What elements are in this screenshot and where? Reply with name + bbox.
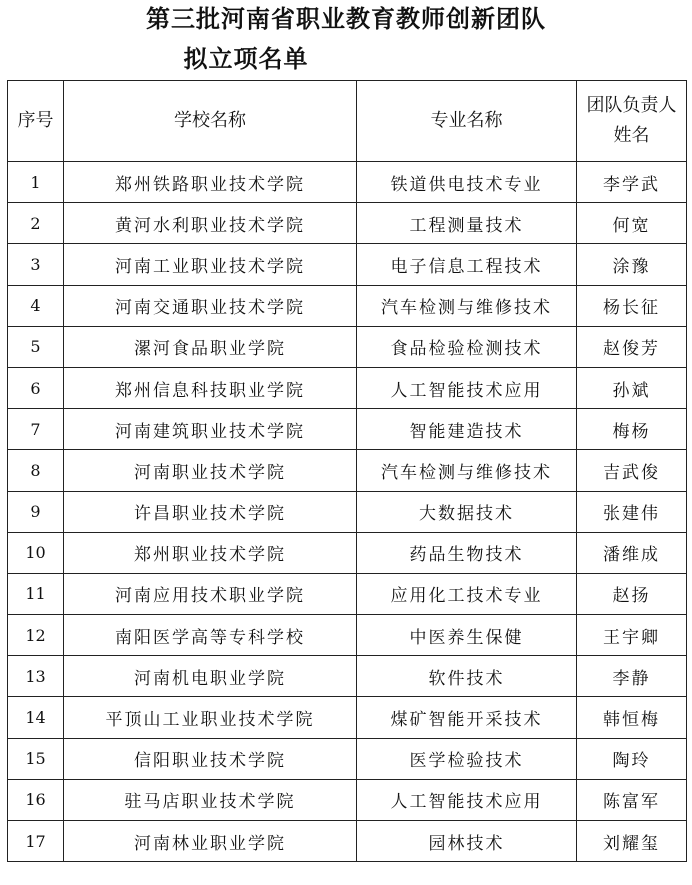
cell-school: 河南职业技术学院 bbox=[64, 450, 357, 491]
cell-index: 15 bbox=[8, 738, 64, 779]
cell-index: 2 bbox=[8, 203, 64, 244]
cell-major: 食品检验检测技术 bbox=[357, 326, 577, 367]
cell-major: 汽车检测与维修技术 bbox=[357, 285, 577, 326]
cell-index: 16 bbox=[8, 779, 64, 820]
cell-school: 平顶山工业职业技术学院 bbox=[64, 697, 357, 738]
cell-index: 3 bbox=[8, 244, 64, 285]
cell-school: 河南林业职业学院 bbox=[64, 821, 357, 862]
cell-leader: 孙斌 bbox=[577, 367, 687, 408]
cell-index: 14 bbox=[8, 697, 64, 738]
cell-school: 黄河水利职业技术学院 bbox=[64, 203, 357, 244]
cell-school: 信阳职业技术学院 bbox=[64, 738, 357, 779]
cell-school: 郑州信息科技职业学院 bbox=[64, 367, 357, 408]
cell-leader: 吉武俊 bbox=[577, 450, 687, 491]
cell-index: 17 bbox=[8, 821, 64, 862]
cell-major: 大数据技术 bbox=[357, 491, 577, 532]
cell-leader: 刘耀玺 bbox=[577, 821, 687, 862]
cell-major: 园林技术 bbox=[357, 821, 577, 862]
cell-major: 软件技术 bbox=[357, 656, 577, 697]
cell-index: 8 bbox=[8, 450, 64, 491]
table-row bbox=[8, 409, 687, 450]
cell-leader: 赵俊芳 bbox=[577, 326, 687, 367]
cell-school: 南阳医学高等专科学校 bbox=[64, 615, 357, 656]
cell-school: 河南建筑职业技术学院 bbox=[64, 409, 357, 450]
table-body bbox=[8, 162, 687, 862]
table-header-row bbox=[8, 81, 687, 162]
cell-major: 铁道供电技术专业 bbox=[357, 162, 577, 203]
cell-leader: 何宽 bbox=[577, 203, 687, 244]
table-row bbox=[8, 244, 687, 285]
cell-index: 1 bbox=[8, 162, 64, 203]
cell-leader: 赵扬 bbox=[577, 573, 687, 614]
table-row bbox=[8, 203, 687, 244]
table-row bbox=[8, 821, 687, 862]
page-subtitle: 拟立项名单 bbox=[183, 45, 309, 73]
cell-leader: 李静 bbox=[577, 656, 687, 697]
table-row bbox=[8, 573, 687, 614]
table-row bbox=[8, 326, 687, 367]
cell-leader: 涂豫 bbox=[577, 244, 687, 285]
cell-index: 12 bbox=[8, 615, 64, 656]
cell-leader: 李学武 bbox=[577, 162, 687, 203]
cell-index: 6 bbox=[8, 367, 64, 408]
cell-leader: 梅杨 bbox=[577, 409, 687, 450]
cell-major: 工程测量技术 bbox=[357, 203, 577, 244]
table-row bbox=[8, 491, 687, 532]
table-header bbox=[8, 81, 687, 162]
header-leader: 团队负责人姓名 bbox=[577, 81, 687, 162]
cell-index: 11 bbox=[8, 573, 64, 614]
cell-school: 驻马店职业技术学院 bbox=[64, 779, 357, 820]
cell-index: 7 bbox=[8, 409, 64, 450]
cell-index: 4 bbox=[8, 285, 64, 326]
table-row bbox=[8, 656, 687, 697]
cell-major: 汽车检测与维修技术 bbox=[357, 450, 577, 491]
cell-leader: 陶玲 bbox=[577, 738, 687, 779]
cell-school: 河南机电职业学院 bbox=[64, 656, 357, 697]
cell-major: 医学检验技术 bbox=[357, 738, 577, 779]
cell-major: 煤矿智能开采技术 bbox=[357, 697, 577, 738]
cell-school: 河南工业职业技术学院 bbox=[64, 244, 357, 285]
table-row bbox=[8, 367, 687, 408]
cell-major: 电子信息工程技术 bbox=[357, 244, 577, 285]
cell-school: 许昌职业技术学院 bbox=[64, 491, 357, 532]
table-row bbox=[8, 779, 687, 820]
table-row bbox=[8, 285, 687, 326]
cell-major: 应用化工技术专业 bbox=[357, 573, 577, 614]
cell-index: 13 bbox=[8, 656, 64, 697]
table-row bbox=[8, 532, 687, 573]
cell-leader: 王宇卿 bbox=[577, 615, 687, 656]
cell-major: 人工智能技术应用 bbox=[357, 779, 577, 820]
cell-index: 9 bbox=[8, 491, 64, 532]
cell-leader: 张建伟 bbox=[577, 491, 687, 532]
table-row bbox=[8, 162, 687, 203]
cell-leader: 韩恒梅 bbox=[577, 697, 687, 738]
cell-school: 河南应用技术职业学院 bbox=[64, 573, 357, 614]
cell-leader: 潘维成 bbox=[577, 532, 687, 573]
cell-school: 河南交通职业技术学院 bbox=[64, 285, 357, 326]
cell-index: 10 bbox=[8, 532, 64, 573]
header-major: 专业名称 bbox=[357, 81, 577, 162]
table-row bbox=[8, 615, 687, 656]
header-school: 学校名称 bbox=[64, 81, 357, 162]
header-index: 序号 bbox=[8, 81, 64, 162]
cell-leader: 陈富军 bbox=[577, 779, 687, 820]
cell-school: 郑州职业技术学院 bbox=[64, 532, 357, 573]
cell-index: 5 bbox=[8, 326, 64, 367]
table-row bbox=[8, 697, 687, 738]
cell-major: 中医养生保健 bbox=[357, 615, 577, 656]
cell-major: 药品生物技术 bbox=[357, 532, 577, 573]
cell-school: 郑州铁路职业技术学院 bbox=[64, 162, 357, 203]
page-title: 第三批河南省职业教育教师创新团队 bbox=[146, 5, 546, 33]
cell-major: 人工智能技术应用 bbox=[357, 367, 577, 408]
cell-school: 漯河食品职业学院 bbox=[64, 326, 357, 367]
table-row bbox=[8, 738, 687, 779]
team-list-table bbox=[7, 80, 687, 862]
cell-leader: 杨长征 bbox=[577, 285, 687, 326]
table-row bbox=[8, 450, 687, 491]
cell-major: 智能建造技术 bbox=[357, 409, 577, 450]
